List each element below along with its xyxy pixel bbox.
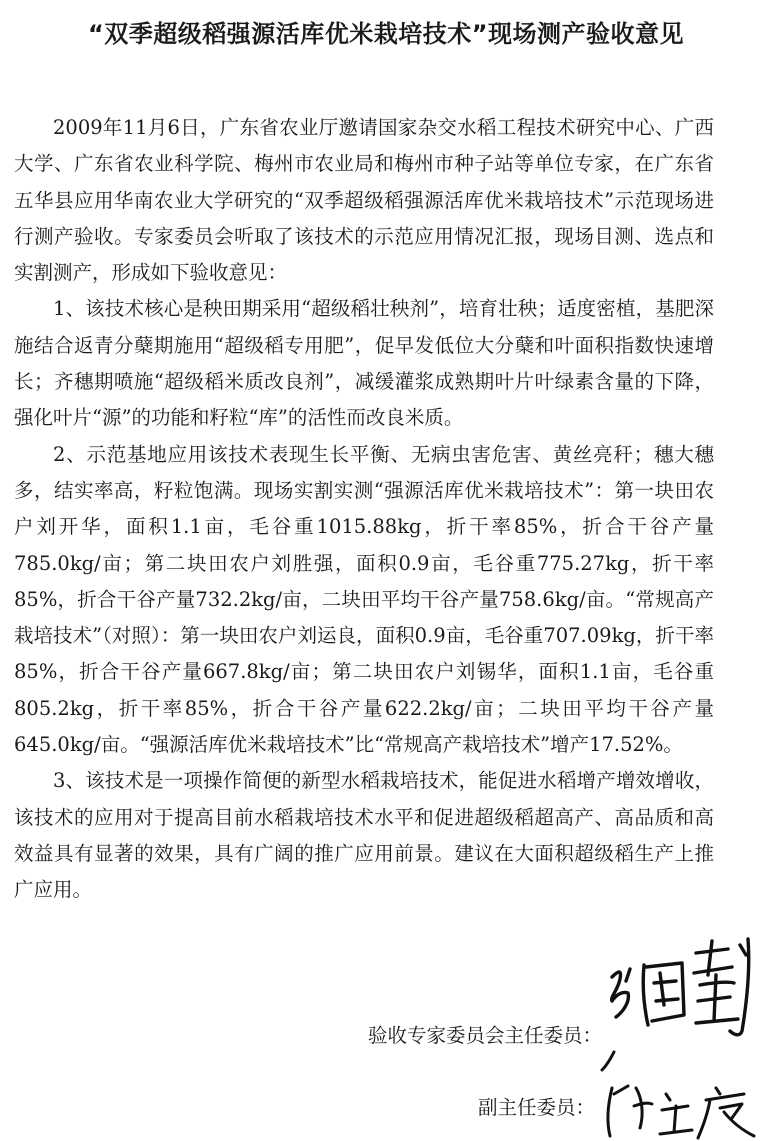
intro-paragraph: 2009年11月6日，广东省农业厅邀请国家杂交水稻工程技术研究中心、广西大学、广东省农业科学院、梅州市农业局和梅州市种子站等单位专家，在广东省五华县应用华南农业大学研究的“双季超级稻强源活库优米栽培技术”示范现场进行测产验收。专家委员会听取了该技术的示范应用情况汇报，现场目测、选点和实割测产，形成如下验收意见：	[14, 116, 714, 285]
opinion-item-3: 3、该技术是一项操作简便的新型水稻栽培技术，能促进水稻增产增效增收，该技术的应用对于提高目前水稻栽培技术水平和促进超级稻超高产、高品质和高效益具有显著的效果，具有广阔的推广应用前景。建议在大面积超级稻生产上推广应用。	[14, 769, 714, 902]
opinion-item-2: 2、示范基地应用该技术表现生长平衡、无病虫害危害、黄丝亮秆；穗大穗多，结实率高，籽粒饱满。现场实割实测“强源活库优米栽培技术”：第一块田农户刘开华，面积1.1亩，毛谷重1015.88kg，折干率85%，折合干谷产量785.0kg/亩；第二块田农户刘胜强，面积0.9亩，毛谷重775.27kg，折干率85%，折合干谷产量732.2kg/亩，二块田平均干谷产量758.6kg/亩。“常规高产栽培技术”（对照）：第一块田农户刘运良，面积0.9亩，毛谷重707.09kg，折干率85%，折合干谷产量667.8kg/亩；第二块田农户刘锡华，面积1.1亩，毛谷重805.2kg，折干率85%，折合干谷产量622.2kg/亩；二块田平均干谷产量645.0kg/亩。“强源活库优米栽培技术”比“常规高产栽培技术”增产17.52%。	[14, 442, 714, 757]
page-title: “双季超级稻强源活库优米栽培技术”现场测产验收意见	[87, 20, 685, 48]
chair-signature-label: 验收专家委员会主任委员：	[368, 1024, 603, 1047]
vice-chair-signature-label: 副主任委员：	[478, 1096, 596, 1119]
opinion-item-1: 1、该技术核心是秧田期采用“超级稻壮秧剂”，培育壮秧；适度密植，基肥深施结合返青分蘖期施用“超级稻专用肥”，促早发低位大分蘖和叶面积指数快速增长；齐穗期喷施“超级稻米质改良剂”，减缓灌浆成熟期叶片叶绿素含量的下降，强化叶片“源”的功能和籽粒“库”的活性而改良米质。	[14, 297, 714, 430]
document-body	[14, 110, 714, 909]
vice-chair-handwritten-signature	[592, 1048, 772, 1141]
chair-handwritten-signature	[600, 935, 770, 1045]
